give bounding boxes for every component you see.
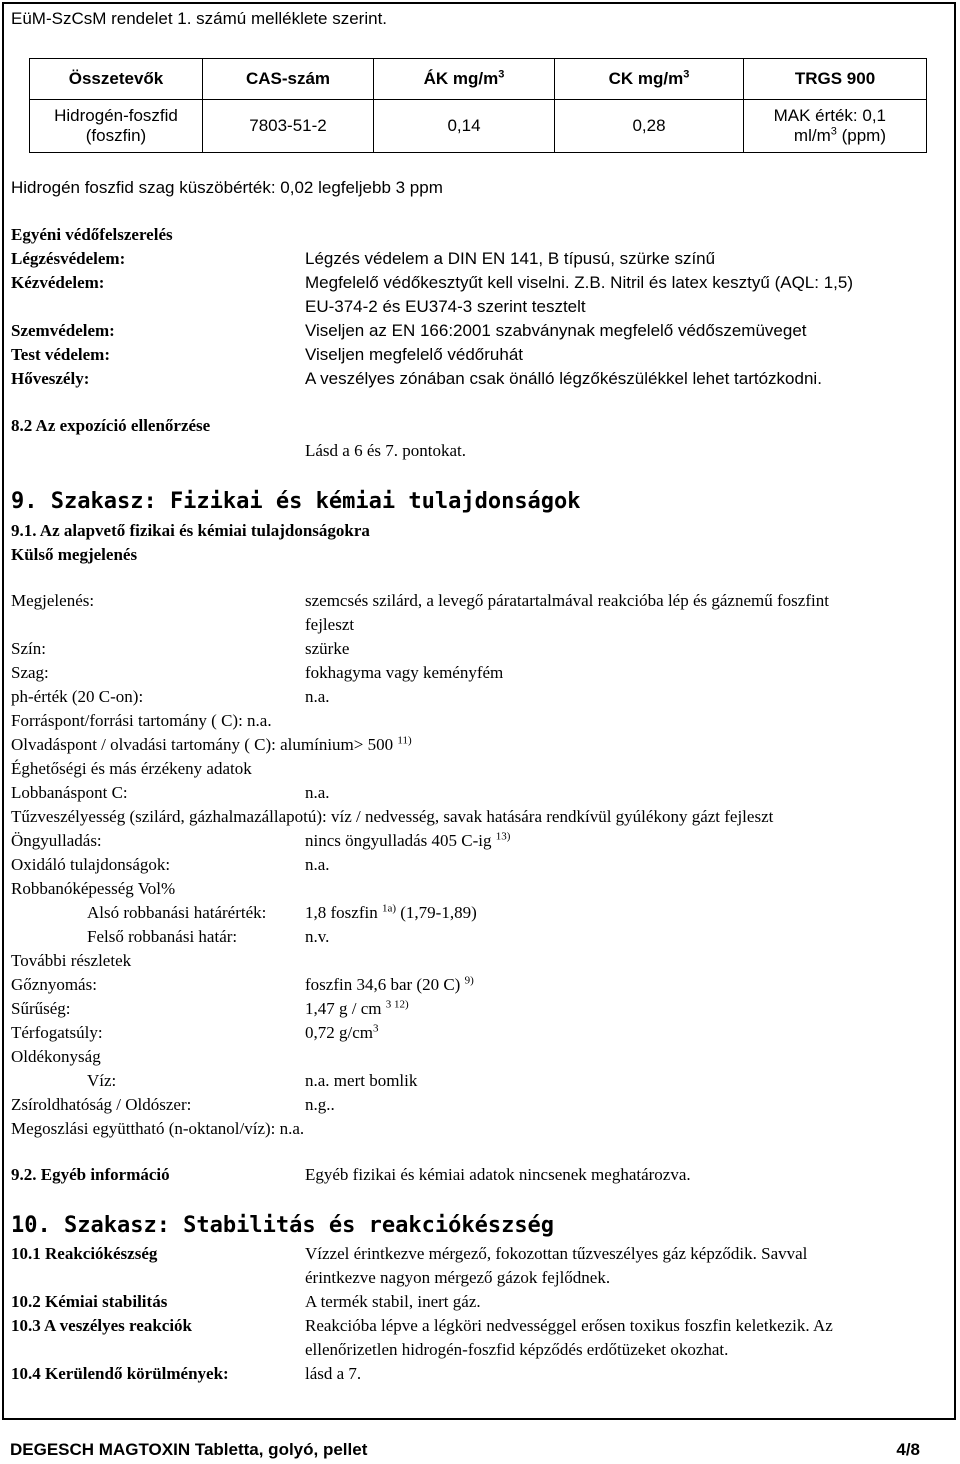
appearance-value: szemcsés szilárd, a levegő páratartalmával reakcióba lép és gáznemű foszfint: [305, 591, 829, 610]
ppe-value-hand-2: EU-374-2 és EU374-3 szerint tesztelt: [305, 297, 586, 316]
footer-title: DEGESCH MAGTOXIN Tabletta, golyó, pellet: [10, 1440, 368, 1459]
lower-limit-value: 1,8 foszfin $^{1a)}$ (1,79-1,89): [305, 902, 477, 922]
ppe-value-hand: Megfelelő védőkesztyűt kell viselni. Z.B. Nitril és latex kesztyű (AQL: 1,5): [305, 273, 853, 292]
exposure-label: 8.2 Az expozíció ellenőrzése: [11, 416, 211, 435]
odor-value: fokhagyma vagy keményfém: [305, 663, 504, 682]
boiling-point: Forráspont/forrási tartomány ( C): n.a.: [11, 711, 272, 730]
section10-title: 10. Szakasz: Stabilitás és reakciókészség: [11, 1213, 555, 1238]
ppe-title: Egyéni védőfelszerelés: [11, 225, 173, 244]
ppe-value-heat: A veszélyes zónában csak önálló légzőkészülékkel lehet tartózkodni.: [305, 369, 822, 388]
more-details: További részletek: [11, 951, 132, 970]
hazardous-reactions-label: 10.3 A veszélyes reakciók: [11, 1316, 192, 1335]
footer-page: 4/8: [896, 1440, 920, 1459]
upper-limit-label: Felső robbanási határ:: [87, 927, 238, 946]
bulk-value: 0,72 $g/cm^3$: [305, 1022, 379, 1042]
solubility-heading: Oldékonyság: [11, 1047, 101, 1066]
cell-trgs: MAK érték: 0,1 $ml/m^3$ (ppm): [744, 100, 927, 153]
density-value: 1,47 g / cm $^{3 12)}$: [305, 998, 409, 1018]
ppe-label-heat: Hőveszély:: [11, 369, 90, 388]
ppe-label-hand: Kézvédelem:: [11, 273, 105, 292]
upper-limit-value: n.v.: [305, 927, 330, 946]
fat-value: n.g..: [305, 1095, 335, 1114]
conditions-avoid-value: lásd a 7.: [305, 1364, 362, 1383]
autoignition-label: Öngyulladás:: [11, 831, 102, 850]
ppe-label-eye: Szemvédelem:: [11, 321, 115, 340]
reactivity-value-2: érintkezve nagyon mérgező gázok fejlődnek.: [305, 1268, 611, 1287]
cell-ak: 0,14: [374, 100, 555, 153]
stability-value: A termék stabil, inert gáz.: [305, 1292, 481, 1311]
other-info-label: 9.2. Egyéb információ: [11, 1165, 170, 1184]
col-components: Összetevők: [30, 59, 203, 100]
conditions-avoid-label: 10.4 Kerülendő körülmények:: [11, 1364, 229, 1383]
other-info-value: Egyéb fizikai és kémiai adatok nincsenek meghatározva.: [305, 1165, 691, 1184]
color-value: szürke: [305, 639, 350, 658]
flash-label: Lobbanáspont C:: [11, 783, 128, 802]
ppe-value-body: Viseljen megfelelő védőruhát: [305, 345, 523, 364]
appearance-label: Megjelenés:: [11, 591, 95, 610]
color-label: Szín:: [11, 639, 46, 658]
vapor-label: Gőznyomás:: [11, 975, 97, 994]
ppe-label-body: Test védelem:: [11, 345, 110, 364]
table-row: [30, 100, 927, 153]
col-cas: CAS-szám: [203, 59, 374, 100]
flammability-heading: Éghetőségi és más érzékeny adatok: [11, 759, 252, 778]
cell-name: Hidrogén-foszfid (foszfin): [30, 100, 203, 153]
explosive-heading: Robbanóképesség Vol%: [11, 879, 176, 898]
water-value: n.a. mert bomlik: [305, 1071, 418, 1090]
section9-sub: 9.1. Az alapvető fizikai és kémiai tulajdonságokra: [11, 521, 370, 540]
reactivity-value: Vízzel érintkezve mérgező, fokozottan tűzveszélyes gáz képződik. Savval: [305, 1244, 808, 1263]
hazardous-reactions-value-2: ellenőrizetlen hidrogén-foszfid képződés erdőtüzeket okozhat.: [305, 1340, 729, 1359]
oxidizing-value: n.a.: [305, 855, 330, 874]
ppe-value-eye: Viseljen az EN 166:2001 szabványnak megfelelő védőszemüveget: [305, 321, 807, 340]
ppe-label-respiratory: Légzésvédelem:: [11, 249, 126, 268]
fat-label: Zsíroldhatóság / Oldószer:: [11, 1095, 192, 1114]
hazardous-reactions-value: Reakcióba lépve a légköri nedvességgel erősen toxikus foszfin keletkezik. Az: [305, 1316, 833, 1335]
composition-table: [29, 58, 927, 153]
appearance-value-2: fejleszt: [305, 615, 355, 634]
section9-title: 9. Szakasz: Fizikai és kémiai tulajdonságok: [11, 489, 581, 514]
reactivity-label: 10.1 Reakciókészség: [11, 1244, 158, 1263]
table-header-row: [30, 59, 927, 100]
ph-value: n.a.: [305, 687, 330, 706]
stability-label: 10.2 Kémiai stabilitás: [11, 1292, 168, 1311]
exposure-value: Lásd a 6 és 7. pontokat.: [305, 441, 466, 460]
regulation-header: EüM-SzCsM rendelet 1. számú melléklete szerint.: [11, 9, 388, 28]
col-ak: ÁK $mg/m^3$: [374, 59, 555, 100]
flash-value: n.a.: [305, 783, 330, 802]
odor-label: Szag:: [11, 663, 49, 682]
fire-hazard: Tűzveszélyesség (szilárd, gázhalmazállapotú): víz / nedvesség, savak hatására rendkívül gyúlékony gázt fejleszt: [11, 807, 774, 826]
lower-limit-label: Alsó robbanási határérték:: [87, 903, 267, 922]
col-trgs: TRGS 900: [744, 59, 927, 100]
oxidizing-label: Oxidáló tulajdonságok:: [11, 855, 171, 874]
ph-label: ph-érték (20 C-on):: [11, 687, 144, 706]
bulk-label: Térfogatsúly:: [11, 1023, 103, 1042]
vapor-value: foszfin 34,6 bar (20 C) $^{9)}$: [305, 974, 474, 994]
water-label: Víz:: [87, 1071, 117, 1090]
melting-point: Olvadáspont / olvadási tartomány ( C): alumínium> 500 $^{11)}$: [11, 734, 412, 754]
cell-ck: 0,28: [555, 100, 744, 153]
footer: [10, 1440, 950, 1460]
section9-sub2: Külső megjelenés: [11, 545, 138, 564]
col-ck: CK $mg/m^3$: [555, 59, 744, 100]
density-label: Sűrűség:: [11, 999, 71, 1018]
ppe-value-respiratory: Légzés védelem a DIN EN 141, B típusú, szürke színű: [305, 249, 716, 268]
odor-threshold: Hidrogén foszfid szag küszöbérték: 0,02 legfeljebb 3 ppm: [11, 178, 443, 197]
autoignition-value: nincs öngyulladás 405 C-ig $^{13)}$: [305, 830, 511, 850]
partition-coefficient: Megoszlási együttható (n-oktanol/víz): n.a.: [11, 1119, 305, 1138]
cell-cas: 7803-51-2: [203, 100, 374, 153]
